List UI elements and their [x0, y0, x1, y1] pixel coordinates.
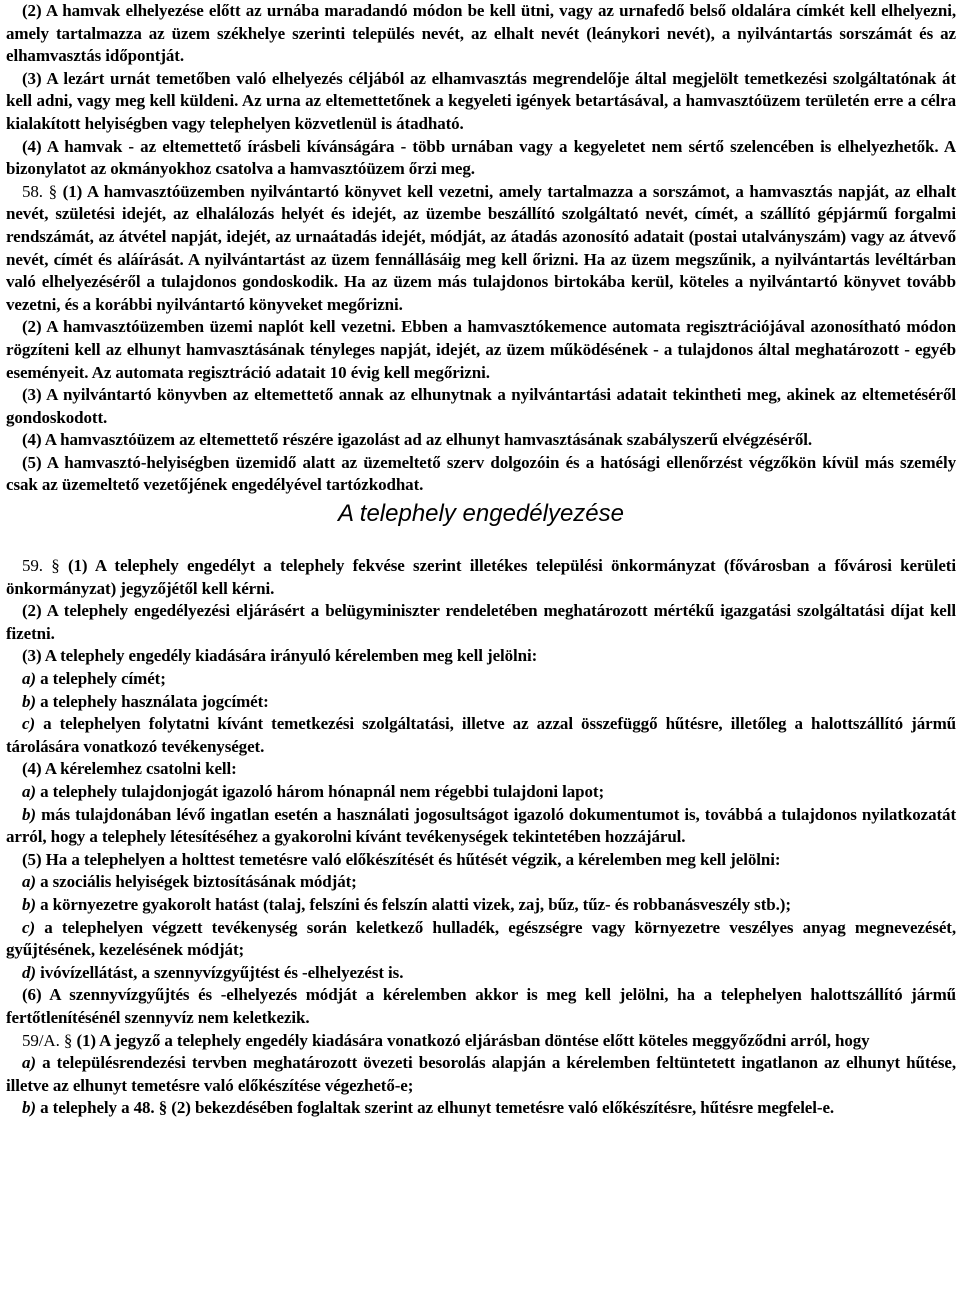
- item-label: a): [22, 1053, 36, 1073]
- paragraph-text: (3) A telephely engedély kiadására irányuló kérelemben meg kell jelölni:: [22, 646, 538, 666]
- list-item-59a-1-a: [6, 1052, 956, 1097]
- paragraph-text: (3) A nyilvántartó könyvben az eltemettető annak az elhunytnak a nyilvántartási adatait tekintheti meg, akinek az eltemetéséről gondoskodott.: [6, 385, 956, 427]
- paragraph-text: (1) A jegyző a telephely engedély kiadására vonatkozó eljárásban döntése előtt köteles meggyőződni arról, hogy: [76, 1030, 870, 1050]
- paragraph-text: (4) A hamvak - az eltemettető írásbeli kívánságára - több urnában vagy a kegyeletet nem sértő szelencében is elhelyezhetők. A bizonylatot az okmányokhoz csatolva a hamvasztóüzem őrzi meg.: [6, 136, 956, 179]
- paragraph-text: a telephelyen végzett tevékenység során keletkező hulladék, egészségre vagy környezetre veszélyes anyag megnevezését, gyűjtésének, kezelésének módját;: [6, 917, 956, 960]
- list-item-59-5-b: [6, 894, 956, 917]
- paragraph-text: (2) A telephely engedélyezési eljárásért a belügyminiszter rendeletében meghatározott mértékű igazgatási szolgáltatási díjat kell fizetni.: [6, 601, 956, 643]
- paragraph-text: a környezetre gyakorolt hatást (talaj, felszíni és felszín alatti vizek, zaj, bűz, tűz- és robbanásveszély stb.);: [35, 894, 791, 914]
- paragraph-text: (1) A hamvasztóüzemben nyilvántartó könyvet kell vezetni, amely tartalmazza a sorszámot, a hamvasztás napját, az elhalt nevét, születési idejét, az elhalálozás helyét és idejét, az üzembe beszállító szolgáltató nevét, címét, a szállító gépjármű forgalmi rendszámát, az átvétel napját, idejét, az urnaátadás idejét, módját, az átadás azonosító adatait (postai utalványszám) vagy az átvevő nevét, címét és aláírását. A nyilvántartást az üzem fennállásáig meg kell őrizni. Ha az üzem megszűnik, a nyilvántartás levéltárban való elhelyezéséről a tulajdonos gondoskodik. Ha az üzem más tulajdonos birtokába kerül, köteles a nyilvántartó könyvet tovább vezetni, és a korábbi nyilvántartó könyveket megőrizni.: [6, 181, 956, 314]
- paragraph-text: ivóvízellátást, a szennyvízgyűjtést és -elhelyezést is.: [35, 962, 404, 982]
- list-item-59-4-a: [6, 781, 956, 804]
- item-label: b): [22, 804, 36, 824]
- paragraph-text: más tulajdonában lévő ingatlan esetén a használati jogosultságot igazoló dokumentumot is, továbbá a tulajdonos nyilatkozatát arról, hogy a telephely létesítéséhez a gyakorolni kívánt tevékenységek tekintetében hozzájárul.: [6, 804, 956, 847]
- paragraph-text: (4) A kérelemhez csatolni kell:: [22, 759, 237, 779]
- paragraph-59-6: [6, 984, 956, 1029]
- list-item-59-5-c: [6, 917, 956, 962]
- list-item-59-3-b: [6, 691, 956, 714]
- list-item-59-3-c: [6, 713, 956, 758]
- item-label: b): [22, 691, 36, 711]
- paragraph-text: a telephelyen folytatni kívánt temetkezési szolgáltatási, illetve az azzal összefüggő hűtésre, illetőleg a halottszállító jármű tárolására vonatkozó tevékenységet.: [6, 714, 956, 756]
- paragraph-text: (5) Ha a telephelyen a holttest temetésre való előkészítését és hűtését végzik, a kérelemben meg kell jelölni:: [22, 849, 781, 869]
- list-item-59-3-a: [6, 668, 956, 691]
- section-number: 59. §: [22, 556, 68, 576]
- paragraph-text: (4) A hamvasztóüzem az eltemettető részére igazolást ad az elhunyt hamvasztásának szabályszerű elvégzéséről.: [22, 430, 813, 450]
- item-label: a): [22, 669, 36, 689]
- paragraph-text: (6) A szennyvízgyűjtés és -elhelyezés módját a kérelemben akkor is meg kell jelölni, ha a telephelyen halottszállító jármű fertőtlenítésénél szennyvíz nem keletkezik.: [6, 985, 956, 1027]
- item-label: a): [22, 782, 36, 801]
- paragraph-59-1: [6, 555, 956, 600]
- paragraph-59-5: [6, 849, 956, 872]
- item-label: b): [22, 894, 36, 914]
- section-number: 59/A. §: [22, 1030, 77, 1050]
- paragraph-58-5: [6, 452, 956, 497]
- paragraph-text: (1) A telephely engedélyt a telephely fekvése szerint illetékes települési önkormányzat (fővárosban a fővárosi kerületi önkormányzat) jegyzőjétől kell kérni.: [6, 556, 956, 598]
- paragraph-text: a településrendezési tervben meghatározott övezeti besorolás alapján a kérelemben feltüntetett ingatlanon az elhunyt hűtése, illetve az elhunyt temetésre való előkészítése végezhető-e;: [6, 1053, 956, 1095]
- paragraph-text: (5) A hamvasztó-helyiségben üzemidő alatt az üzemeltető szerv dolgozóin és a hatósági ellenőrzést végzőkön kívül más személy csak az üzemeltető vezetőjének engedélyével tartózkodhat.: [6, 452, 956, 495]
- list-item-59-5-d: [6, 962, 956, 985]
- paragraph-59-2: [6, 600, 956, 645]
- item-label: b): [22, 1098, 36, 1118]
- section-number: 58. §: [22, 181, 63, 201]
- paragraph-text: a telephely címét;: [35, 669, 166, 689]
- paragraph-text: (3) A lezárt urnát temetőben való elhelyezés céljából az elhamvasztás megrendelője által megjelölt temetkezési szolgáltatónak át kell adni, vagy meg kell küldeni. Az urna az eltemettetőnek a kegyeleti igények betartásával, a hamvasztóüzem területén erre a célra kialakított helyiségben vagy telephelyen közvetlenül is átadható.: [6, 68, 956, 133]
- paragraph-text: a szociális helyiségek biztosításának módját;: [35, 872, 357, 892]
- paragraph-57-4: [6, 136, 956, 181]
- list-item-59a-1-b: [6, 1097, 956, 1120]
- item-label: c): [22, 714, 36, 734]
- paragraph-text: (2) A hamvasztóüzemben üzemi naplót kell vezetni. Ebben a hamvasztókemence automata regisztrációjával azonosítható módon rögzíteni kell az elhunyt hamvasztásának tényleges napját, idejét, az üzem működésének - a tulajdonos által meghatározott - egyéb eseményeit. Az automata regisztráció adatait 10 évig kell megőrizni.: [6, 317, 956, 382]
- paragraph-59-4: [6, 758, 956, 781]
- paragraph-text: a telephely a 48. § (2) bekezdésében foglaltak szerint az elhunyt temetésre való előkészítésre, hűtésre megfelel-e.: [35, 1098, 835, 1118]
- paragraph-text: a telephely tulajdonjogát igazoló három hónapnál nem régebbi tulajdoni lapot;: [35, 782, 605, 801]
- list-item-59-5-a: [6, 871, 956, 894]
- paragraph-57-3: [6, 68, 956, 136]
- list-item-59-4-b: [6, 804, 956, 849]
- paragraph-text: a telephely használata jogcímét:: [35, 691, 269, 711]
- item-label: c): [22, 917, 36, 937]
- paragraph-59a-1: [6, 1030, 956, 1053]
- paragraph-58-1: [6, 181, 956, 317]
- section-heading: A telephely engedélyezése: [338, 500, 624, 528]
- item-label: a): [22, 872, 36, 892]
- paragraph-58-4: [6, 429, 956, 452]
- item-label: d): [22, 962, 36, 982]
- paragraph-text: (2) A hamvak elhelyezése előtt az urnába maradandó módon be kell ütni, vagy az urnafedő belső oldalára címkét kell elhelyezni, amely tartalmazza az üzem székhelye szerinti település nevét, az elhalt nevét (leánykori nevét), a nyilvántartás sorszámát és az elhamvasztás időpontját.: [6, 1, 956, 66]
- paragraph-58-2: [6, 316, 956, 384]
- paragraph-58-3: [6, 384, 956, 429]
- paragraph-59-3: [6, 645, 956, 668]
- paragraph-57-2: [6, 0, 956, 68]
